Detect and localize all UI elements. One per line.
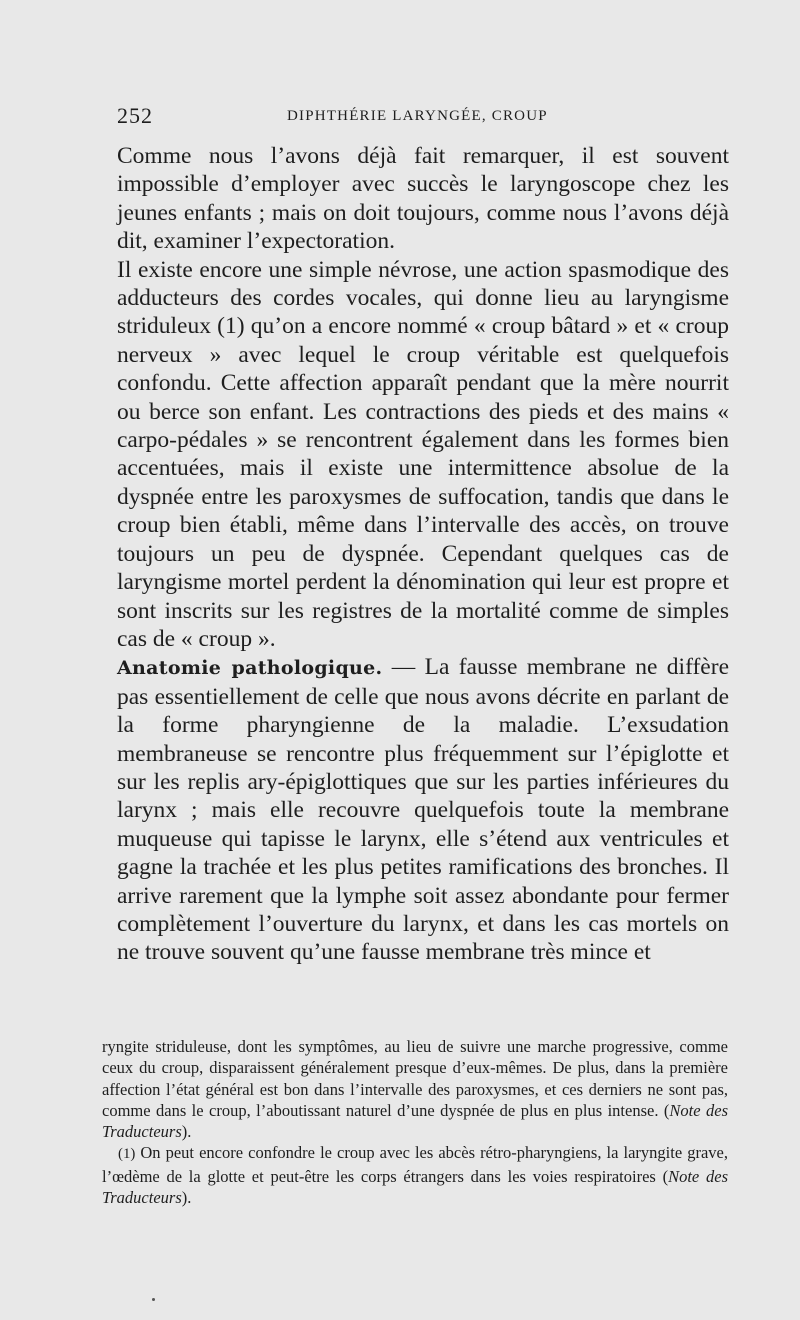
footnote-continuation-text: ryngite striduleuse, dont les symptômes, au lieu de suivre une marche progressive, comme ceux du croup, disparaissent généralement presque d’eux-mêmes. De plus, dans la première affection l’état général est bon dans l’intervalle des paroxysmes, et ces derniers ne sont pas, comme dans le croup, l’aboutissant naturel d’une dyspnée de plus en plus intense. ( — [102, 1037, 728, 1120]
footnote-continuation-note: Note des Traducteurs — [102, 1100, 728, 1142]
running-title: DIPHTHÉRIE LARYNGÉE, CROUP — [287, 108, 548, 124]
section-heading: Anatomie pathologique. — [117, 657, 383, 680]
paragraph-2: Il existe encore une simple névrose, une action spasmodique des adducteurs des cordes vocales, qui donne lieu au laryngisme striduleux (1) qu’on a encore nommé « croup bâtard » et « croup nerveux » avec lequel le croup véritable est quelquefois confondu. Cette affection apparaît pendant que la mère nourrit ou berce son enfant. Les contractions des pieds et des mains « carpo-pédales » se rencontrent également dans les formes bien accentuées, mais il existe une intermittence absolue de la dyspnée entre les paroxysmes de suffocation, tandis que dans le croup bien établi, même dans l’intervalle des accès, on trouve toujours un peu de dyspnée. Cependant quelques cas de laryngisme mortel perdent la dénomination qui leur est propre et sont inscrits sur les registres de la mortalité comme de simples cas de « croup ». — [117, 256, 729, 652]
footnote-continuation-end: ). — [181, 1122, 192, 1142]
paper-speck — [152, 1298, 155, 1301]
page-header — [117, 103, 729, 133]
section-text: — La fausse membrane ne diffère pas essentiellement de celle que nous avons décrite en parlant de la forme pharyngienne de la maladie. L’exsudation membraneuse se rencontre plus fréquemment sur l’épiglotte et sur les replis ary-épiglottiques que sur les parties inférieures du larynx ; mais elle recouvre quelquefois toute la membrane muqueuse qui tapisse le larynx, elle s’étend aux ventricules et gagne la trachée et les plus petites ramifications des bronches. Il arrive rarement que la lymphe soit assez abondante pour fermer complètement l’ouverture du larynx, et dans les cas mortels on ne trouve souvent qu’une fausse membrane très mince et — [117, 654, 729, 966]
footnote-continuation — [102, 1036, 728, 1142]
body-text — [117, 142, 729, 967]
footnote-1-end: ). — [181, 1188, 192, 1208]
footnote-1-text: On peut encore confondre le croup avec les abcès rétro-pharyngiens, la laryngite grave, l’œdème de la glotte et peut-être les corps étrangers dans les voies respiratoires ( — [102, 1143, 728, 1186]
paragraph-1: Comme nous l’avons déjà fait remarquer, il est souvent impossible d’employer avec succès le laryngoscope chez les jeunes enfants ; mais on doit toujours, comme nous l’avons déjà dit, examiner l’expectoration. — [117, 143, 729, 255]
footnotes — [102, 1036, 728, 1208]
page-number: 252 — [117, 103, 153, 128]
footnote-1-marker: (1) — [118, 1146, 136, 1163]
footnote-1 — [102, 1142, 728, 1208]
section-paragraph — [117, 653, 729, 966]
footnote-1-note: Note des Traducteurs — [102, 1166, 728, 1208]
